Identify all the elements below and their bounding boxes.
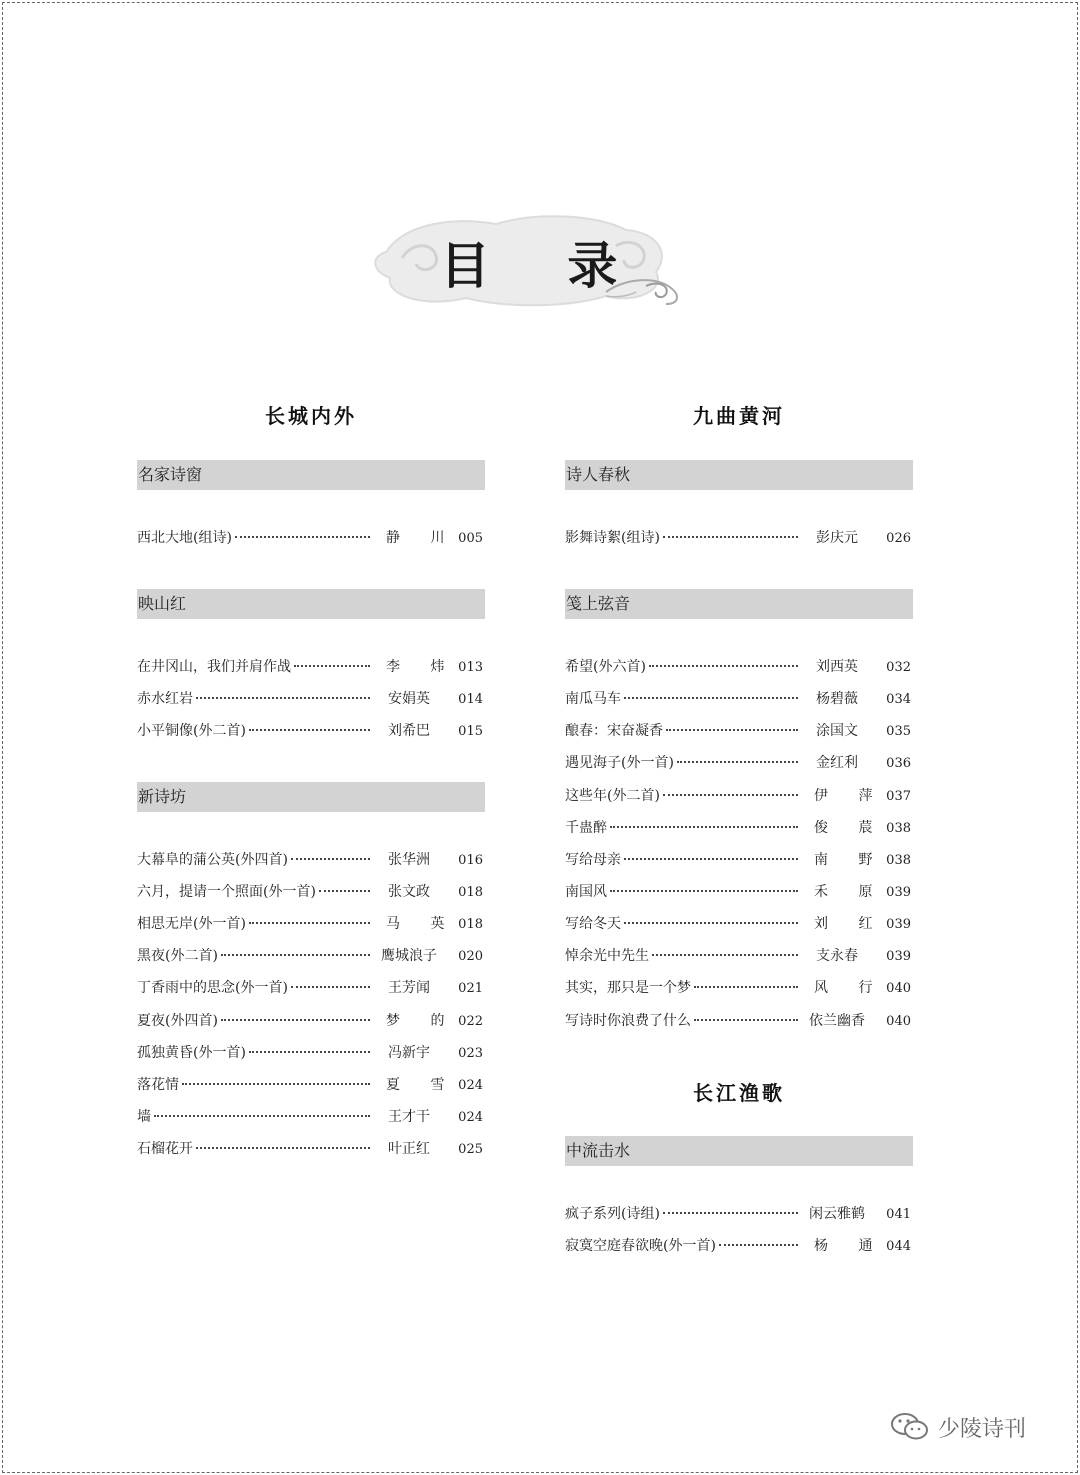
dot-leader bbox=[221, 954, 370, 956]
entry-author: 静 川 bbox=[386, 530, 458, 546]
toc-entry[interactable] bbox=[565, 913, 911, 935]
dot-leader bbox=[294, 665, 370, 667]
watermark bbox=[890, 1410, 1026, 1444]
wechat-icon bbox=[890, 1411, 930, 1443]
entry-title: 悼余光中先生 bbox=[565, 948, 649, 964]
dot-leader bbox=[235, 536, 370, 538]
toc-entry[interactable] bbox=[565, 945, 911, 967]
entry-title: 石榴花开 bbox=[137, 1141, 193, 1157]
entry-page: 014 bbox=[458, 692, 483, 707]
entry-page: 024 bbox=[458, 1078, 483, 1093]
entry-author: 张华洲 bbox=[388, 852, 430, 868]
entry-author: 冯新宇 bbox=[388, 1045, 430, 1061]
entry-title: 写给冬天 bbox=[565, 916, 621, 932]
dot-leader bbox=[291, 858, 370, 860]
entry-author: 鹰城浪子 bbox=[381, 948, 437, 964]
toc-entry[interactable] bbox=[565, 720, 911, 742]
entry-page: 034 bbox=[886, 692, 911, 707]
entry-page: 040 bbox=[886, 1014, 911, 1029]
entry-author: 张文政 bbox=[388, 884, 430, 900]
entry-title: 孤独黄昏(外一首) bbox=[137, 1045, 246, 1061]
entry-title: 希望(外六首) bbox=[565, 659, 646, 675]
entry-page: 039 bbox=[886, 949, 911, 964]
entry-author: 禾 原 bbox=[814, 884, 886, 900]
entry-page: 039 bbox=[886, 885, 911, 900]
dot-leader bbox=[610, 890, 798, 892]
entry-title: 南瓜马车 bbox=[565, 691, 621, 707]
dot-leader bbox=[663, 536, 798, 538]
page-title: 目 录 bbox=[440, 237, 648, 295]
dot-leader bbox=[652, 954, 798, 956]
toc-entry[interactable] bbox=[137, 1042, 483, 1064]
entry-author: 闲云雅鹤 bbox=[809, 1206, 865, 1222]
entry-title: 六月，提请一个照面(外一首) bbox=[137, 884, 316, 900]
entry-page: 038 bbox=[886, 853, 911, 868]
entry-page: 022 bbox=[458, 1014, 483, 1029]
section-title: 九曲黄河 bbox=[693, 404, 785, 428]
section-title: 长城内外 bbox=[265, 404, 357, 428]
toc-entry[interactable] bbox=[137, 849, 483, 871]
toc-entry[interactable] bbox=[137, 527, 483, 549]
entry-title: 墙 bbox=[137, 1109, 151, 1125]
dot-leader bbox=[154, 1115, 370, 1117]
title-ornament bbox=[366, 212, 691, 312]
entry-page: 023 bbox=[458, 1046, 483, 1061]
entry-page: 044 bbox=[886, 1239, 911, 1254]
dot-leader bbox=[677, 761, 798, 763]
entry-page: 016 bbox=[458, 853, 483, 868]
entry-title: 黑夜(外二首) bbox=[137, 948, 218, 964]
sub-header: 新诗坊 bbox=[137, 782, 485, 812]
dot-leader bbox=[291, 986, 370, 988]
toc-entry[interactable] bbox=[565, 849, 911, 871]
toc-entry[interactable] bbox=[137, 1074, 483, 1096]
entry-page: 018 bbox=[458, 885, 483, 900]
entry-author: 刘希巴 bbox=[388, 723, 430, 739]
entry-author: 南 野 bbox=[814, 852, 886, 868]
sub-header: 映山红 bbox=[137, 589, 485, 619]
toc-entry[interactable] bbox=[565, 817, 911, 839]
dot-leader bbox=[319, 890, 370, 892]
entry-page: 035 bbox=[886, 724, 911, 739]
entry-author: 金红利 bbox=[816, 755, 858, 771]
entry-author: 梦 的 bbox=[386, 1013, 458, 1029]
entry-author: 俊 莀 bbox=[814, 820, 886, 836]
entry-author: 安娟英 bbox=[388, 691, 430, 707]
entry-page: 037 bbox=[886, 789, 911, 804]
sub-header: 诗人春秋 bbox=[565, 460, 913, 490]
toc-entry[interactable] bbox=[565, 1203, 911, 1225]
toc-entry[interactable] bbox=[137, 945, 483, 967]
entry-title: 丁香雨中的思念(外一首) bbox=[137, 980, 288, 996]
entry-title: 酿春：宋奋凝香 bbox=[565, 723, 663, 739]
entry-page: 025 bbox=[458, 1142, 483, 1157]
entry-author: 伊 萍 bbox=[814, 788, 886, 804]
toc-entry[interactable] bbox=[137, 881, 483, 903]
dot-leader bbox=[663, 794, 798, 796]
entry-title: 写给母亲 bbox=[565, 852, 621, 868]
entry-page: 036 bbox=[886, 756, 911, 771]
toc-entry[interactable] bbox=[137, 720, 483, 742]
entry-title: 写诗时你浪费了什么 bbox=[565, 1013, 691, 1029]
sub-header: 中流击水 bbox=[565, 1136, 913, 1166]
entry-title: 相思无岸(外一首) bbox=[137, 916, 246, 932]
dot-leader bbox=[694, 986, 798, 988]
toc-entry[interactable] bbox=[137, 1106, 483, 1128]
toc-entry[interactable] bbox=[565, 752, 911, 774]
entry-title: 夏夜(外四首) bbox=[137, 1013, 218, 1029]
toc-entry[interactable] bbox=[137, 977, 483, 999]
dot-leader bbox=[663, 1212, 798, 1214]
toc-entry[interactable] bbox=[565, 688, 911, 710]
entry-title: 小平铜像(外二首) bbox=[137, 723, 246, 739]
toc-entry[interactable] bbox=[565, 977, 911, 999]
toc-entry[interactable] bbox=[137, 688, 483, 710]
dot-leader bbox=[624, 858, 798, 860]
entry-page: 020 bbox=[458, 949, 483, 964]
entry-author: 叶正红 bbox=[388, 1141, 430, 1157]
entry-title: 落花情 bbox=[137, 1077, 179, 1093]
toc-entry[interactable] bbox=[137, 913, 483, 935]
entry-title: 影舞诗絮(组诗) bbox=[565, 530, 660, 546]
entry-page: 015 bbox=[458, 724, 483, 739]
dot-leader bbox=[624, 697, 798, 699]
entry-title: 千蛊醉 bbox=[565, 820, 607, 836]
dot-leader bbox=[249, 922, 370, 924]
entry-author: 刘西英 bbox=[816, 659, 858, 675]
sub-header: 名家诗窗 bbox=[137, 460, 485, 490]
watermark-text: 少陵诗刊 bbox=[938, 1416, 1027, 1442]
entry-author: 刘 红 bbox=[814, 916, 886, 932]
entry-page: 013 bbox=[458, 660, 483, 675]
toc-entry[interactable] bbox=[137, 1010, 483, 1032]
dot-leader bbox=[610, 826, 798, 828]
toc-entry[interactable] bbox=[137, 656, 483, 678]
dot-leader bbox=[249, 729, 370, 731]
entry-author: 李 炜 bbox=[386, 659, 458, 675]
toc-entry[interactable] bbox=[565, 1010, 911, 1032]
entry-page: 018 bbox=[458, 917, 483, 932]
entry-author: 杨 通 bbox=[814, 1238, 886, 1254]
entry-author: 王才干 bbox=[388, 1109, 430, 1125]
dot-leader bbox=[249, 1051, 370, 1053]
dot-leader bbox=[196, 1147, 370, 1149]
entry-title: 寂寞空庭春欲晚(外一首) bbox=[565, 1238, 716, 1254]
entry-author: 支永春 bbox=[816, 948, 858, 964]
entry-title: 赤水红岩 bbox=[137, 691, 193, 707]
entry-title: 西北大地(组诗) bbox=[137, 530, 232, 546]
toc-entry[interactable] bbox=[137, 1138, 483, 1160]
dot-leader bbox=[221, 1019, 370, 1021]
entry-author: 风 行 bbox=[814, 980, 886, 996]
dot-leader bbox=[182, 1083, 370, 1085]
entry-page: 026 bbox=[886, 531, 911, 546]
toc-entry[interactable] bbox=[565, 881, 911, 903]
section-title: 长江渔歌 bbox=[693, 1081, 785, 1105]
entry-author: 杨碧薇 bbox=[816, 691, 858, 707]
dot-leader bbox=[694, 1019, 798, 1021]
entry-author: 依兰幽香 bbox=[809, 1013, 865, 1029]
toc-entry[interactable] bbox=[565, 785, 911, 807]
entry-title: 遇见海子(外一首) bbox=[565, 755, 674, 771]
dot-leader bbox=[196, 697, 370, 699]
toc-entry[interactable] bbox=[565, 1235, 911, 1257]
entry-title: 这些年(外二首) bbox=[565, 788, 660, 804]
entry-author: 夏 雪 bbox=[386, 1077, 458, 1093]
entry-page: 005 bbox=[458, 531, 483, 546]
entry-author: 彭庆元 bbox=[816, 530, 858, 546]
entry-page: 032 bbox=[886, 660, 911, 675]
dot-leader bbox=[624, 922, 798, 924]
entry-title: 在井冈山，我们并肩作战 bbox=[137, 659, 291, 675]
dot-leader bbox=[666, 729, 798, 731]
entry-author: 涂国文 bbox=[816, 723, 858, 739]
entry-title: 南国风 bbox=[565, 884, 607, 900]
toc-entry[interactable] bbox=[565, 527, 911, 549]
dot-leader bbox=[649, 665, 798, 667]
entry-page: 041 bbox=[886, 1207, 911, 1222]
entry-page: 039 bbox=[886, 917, 911, 932]
entry-page: 021 bbox=[458, 981, 483, 996]
entry-author: 王芳闻 bbox=[388, 980, 430, 996]
entry-title: 其实，那只是一个梦 bbox=[565, 980, 691, 996]
entry-page: 040 bbox=[886, 981, 911, 996]
sub-header: 笺上弦音 bbox=[565, 589, 913, 619]
entry-page: 024 bbox=[458, 1110, 483, 1125]
dot-leader bbox=[719, 1244, 798, 1246]
entry-title: 大幕阜的蒲公英(外四首) bbox=[137, 852, 288, 868]
entry-page: 038 bbox=[886, 821, 911, 836]
entry-author: 马 英 bbox=[386, 916, 458, 932]
toc-entry[interactable] bbox=[565, 656, 911, 678]
entry-title: 疯子系列(诗组) bbox=[565, 1206, 660, 1222]
